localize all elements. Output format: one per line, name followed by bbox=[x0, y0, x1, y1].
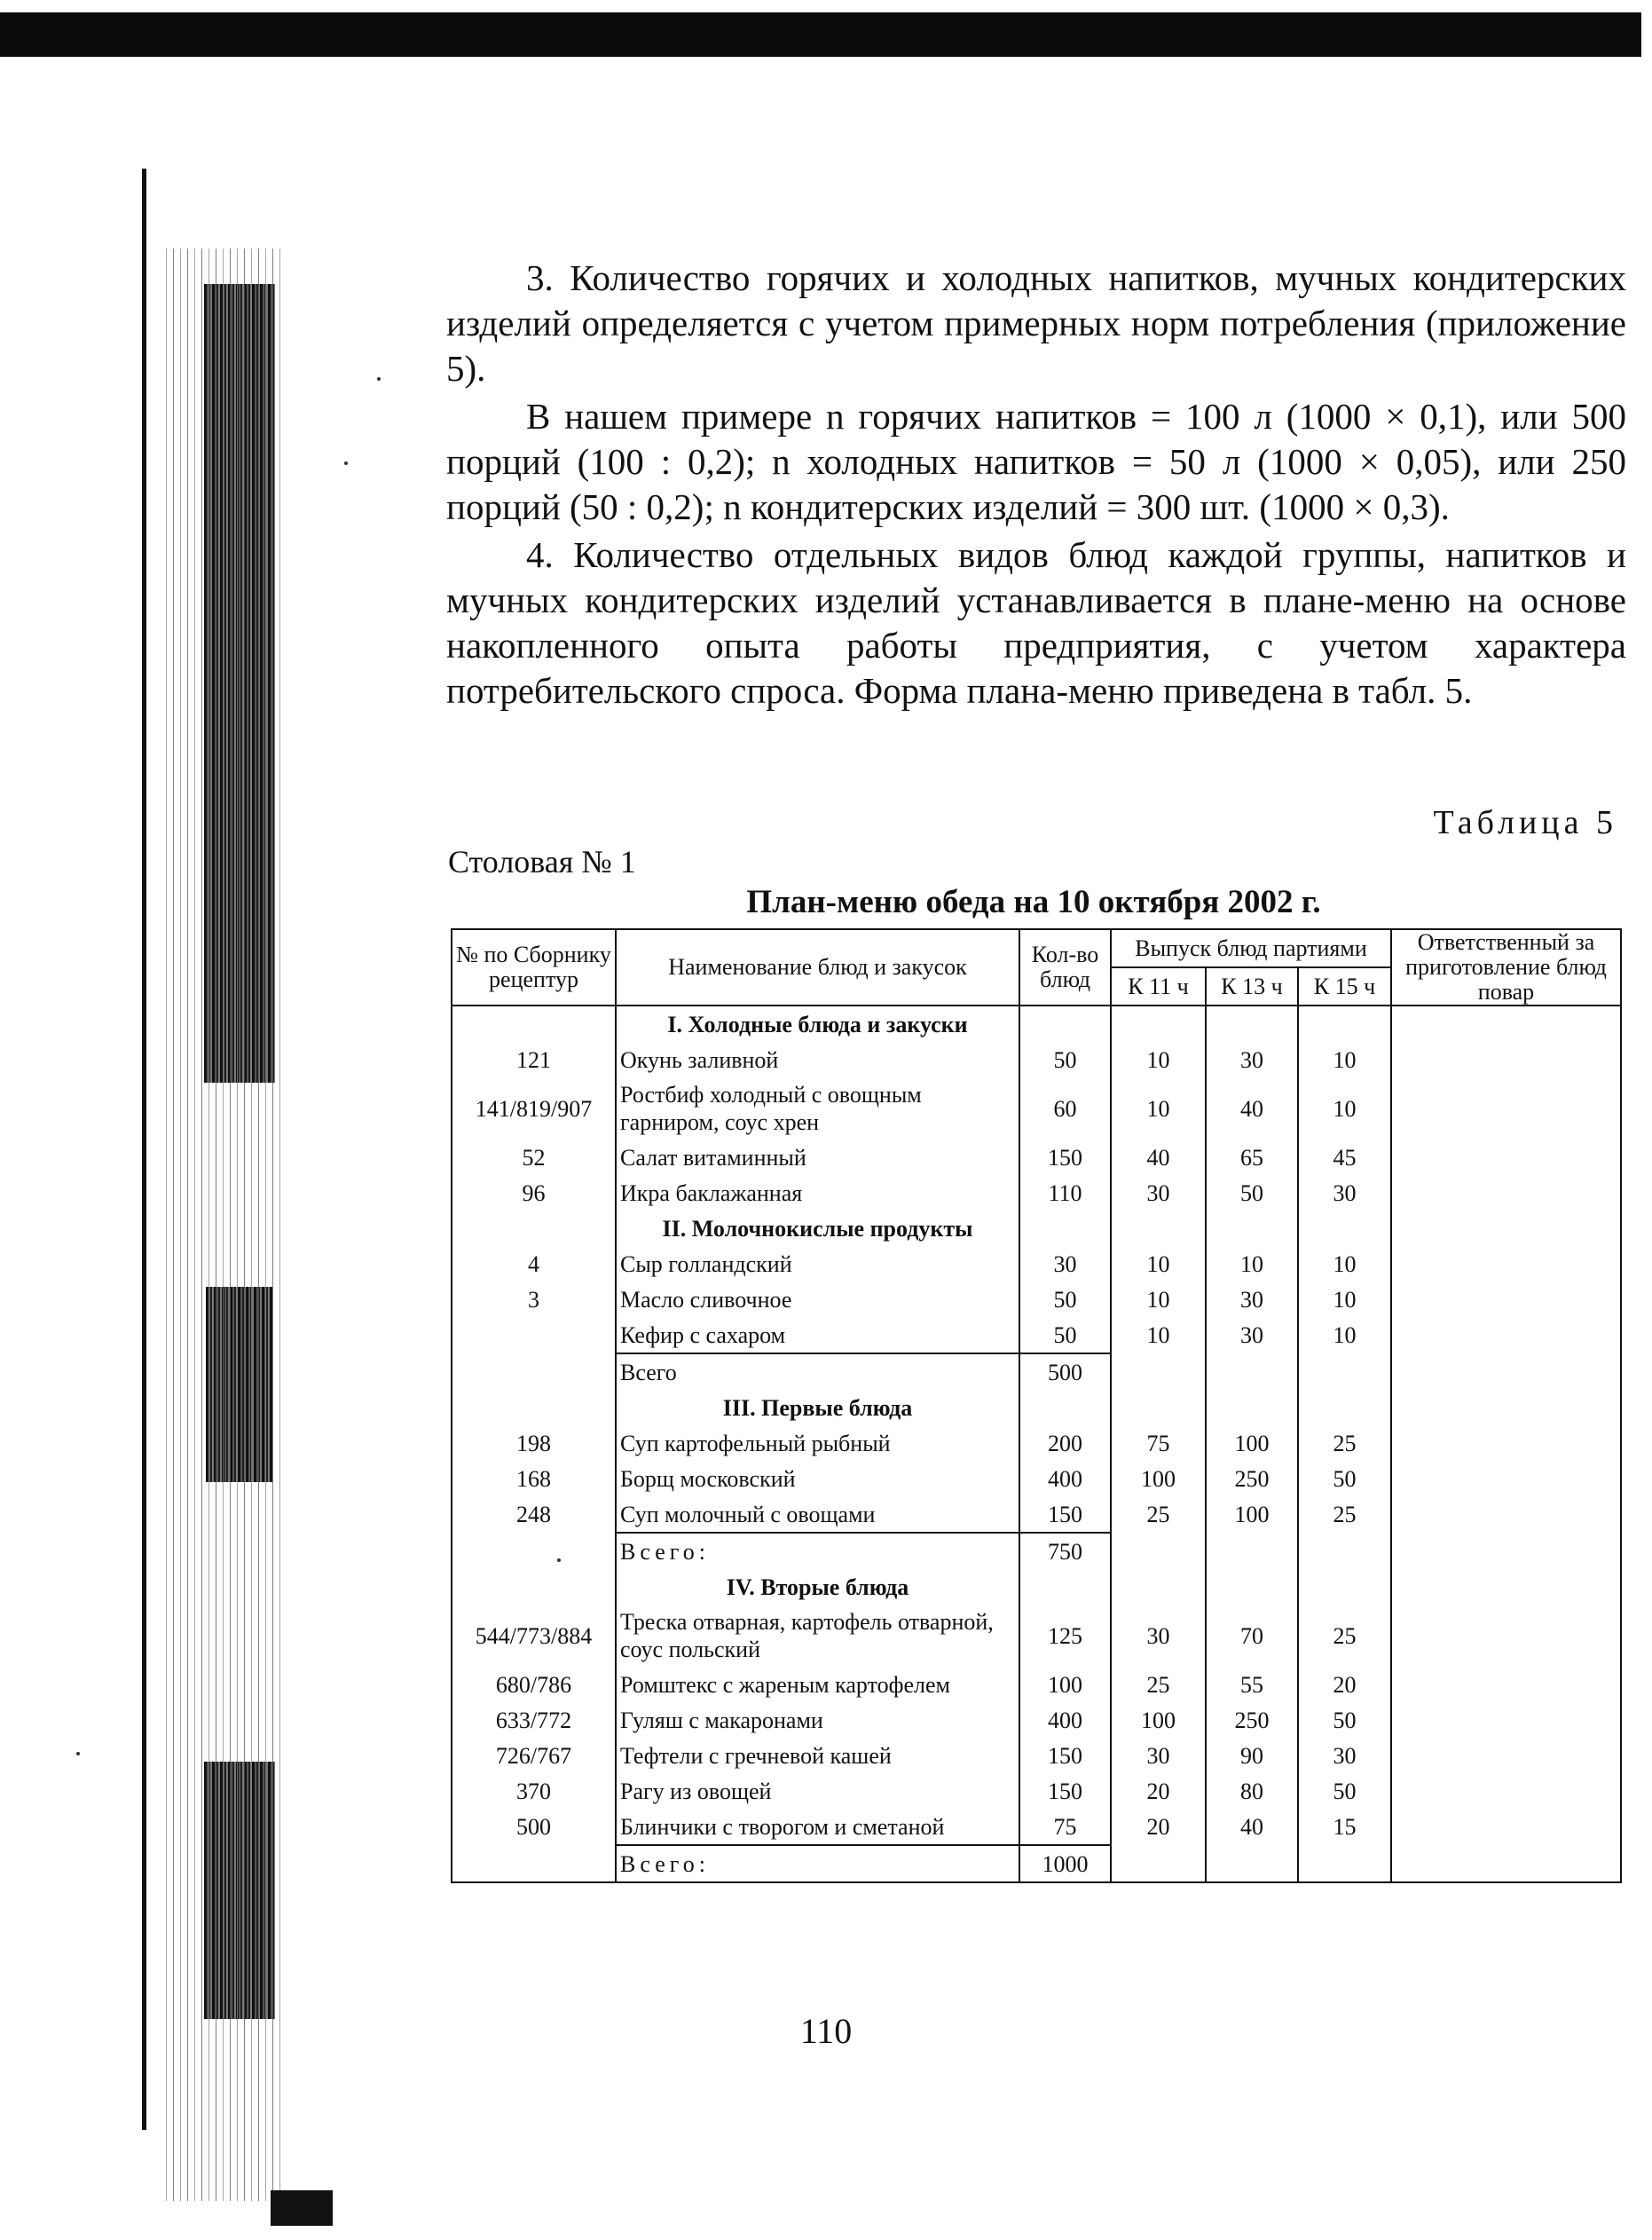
recipe-number-cell: 680/786 bbox=[452, 1667, 616, 1702]
table-row bbox=[452, 1042, 1621, 1077]
batch-k13-cell: 80 bbox=[1206, 1773, 1298, 1809]
quantity-cell: 75 bbox=[1019, 1809, 1111, 1845]
header-dish-name: Наименование блюд и закусок bbox=[616, 929, 1019, 1006]
batch-k15-cell bbox=[1298, 1006, 1391, 1042]
quantity-cell: 400 bbox=[1019, 1702, 1111, 1738]
batch-k11-cell: 75 bbox=[1111, 1425, 1206, 1461]
recipe-number-cell bbox=[452, 1533, 616, 1569]
batch-k13-cell: 70 bbox=[1206, 1605, 1298, 1667]
scan-speck bbox=[76, 1752, 80, 1755]
quantity-cell: 150 bbox=[1019, 1738, 1111, 1773]
responsible-cell bbox=[1391, 1809, 1621, 1845]
dish-name-cell: Окунь заливной bbox=[616, 1042, 1019, 1077]
paragraph: 3. Количество горячих и холодных напитков, мучных кондитерских изделий определяется с учетом примерных норм потребления (приложение 5). bbox=[446, 257, 1626, 389]
header-k15: К 15 ч bbox=[1298, 967, 1391, 1006]
table-number: Таблица 5 bbox=[1433, 804, 1617, 841]
responsible-cell bbox=[1391, 1077, 1621, 1140]
quantity-cell bbox=[1019, 1390, 1111, 1425]
batch-k11-cell bbox=[1111, 1353, 1206, 1390]
section-row bbox=[452, 1006, 1621, 1042]
batch-k11-cell: 20 bbox=[1111, 1809, 1206, 1845]
dish-name-cell: Гуляш с макаронами bbox=[616, 1702, 1019, 1738]
batch-k13-cell bbox=[1206, 1533, 1298, 1569]
responsible-cell bbox=[1391, 1042, 1621, 1077]
dish-name-cell: Салат витаминный bbox=[616, 1140, 1019, 1175]
dish-name-cell: Всего: bbox=[616, 1845, 1019, 1882]
batch-k15-cell: 10 bbox=[1298, 1282, 1391, 1317]
batch-k11-cell: 10 bbox=[1111, 1317, 1206, 1353]
batch-k11-cell: 10 bbox=[1111, 1282, 1206, 1317]
quantity-cell: 110 bbox=[1019, 1175, 1111, 1211]
batch-k11-cell: 10 bbox=[1111, 1042, 1206, 1077]
batch-k11-cell: 100 bbox=[1111, 1702, 1206, 1738]
menu-table bbox=[451, 928, 1622, 1883]
responsible-cell bbox=[1391, 1353, 1621, 1390]
quantity-cell: 750 bbox=[1019, 1533, 1111, 1569]
quantity-cell: 150 bbox=[1019, 1496, 1111, 1533]
recipe-number-cell: 248 bbox=[452, 1496, 616, 1533]
quantity-cell: 1000 bbox=[1019, 1845, 1111, 1882]
batch-k11-cell bbox=[1111, 1569, 1206, 1605]
batch-k15-cell: 45 bbox=[1298, 1140, 1391, 1175]
batch-k15-cell bbox=[1298, 1569, 1391, 1605]
quantity-cell: 400 bbox=[1019, 1461, 1111, 1496]
page-number: 110 bbox=[799, 2011, 853, 2051]
batch-k11-cell: 30 bbox=[1111, 1175, 1206, 1211]
scan-left-border bbox=[142, 169, 146, 2130]
responsible-cell bbox=[1391, 1667, 1621, 1702]
batch-k13-cell: 65 bbox=[1206, 1140, 1298, 1175]
quantity-cell: 200 bbox=[1019, 1425, 1111, 1461]
dish-name-cell: Сыр голландский bbox=[616, 1246, 1019, 1282]
section-row bbox=[452, 1569, 1621, 1605]
section-heading: IV. Вторые блюда bbox=[616, 1569, 1019, 1605]
quantity-cell bbox=[1019, 1211, 1111, 1246]
table-row bbox=[452, 1496, 1621, 1533]
batch-k13-cell bbox=[1206, 1845, 1298, 1882]
responsible-cell bbox=[1391, 1140, 1621, 1175]
batch-k13-cell bbox=[1206, 1390, 1298, 1425]
batch-k13-cell: 50 bbox=[1206, 1175, 1298, 1211]
table-row bbox=[452, 1317, 1621, 1353]
table-row bbox=[452, 1809, 1621, 1845]
menu-table-body bbox=[452, 1006, 1621, 1882]
paragraph: В нашем примере n горячих напитков = 100 л (1000 × 0,1), или 500 порций (100 : 0,2); n холодных напитков = 50 л (1000 × 0,05), или 250 порций (50 : 0,2); n кондитерских изделий = 300 шт. (1000 × 0,3). bbox=[446, 396, 1626, 527]
section-heading: III. Первые блюда bbox=[616, 1390, 1019, 1425]
responsible-cell bbox=[1391, 1605, 1621, 1667]
batch-k15-cell: 25 bbox=[1298, 1605, 1391, 1667]
batch-k11-cell: 20 bbox=[1111, 1773, 1206, 1809]
quantity-cell: 125 bbox=[1019, 1605, 1111, 1667]
dish-name-cell: Блинчики с творогом и сметаной bbox=[616, 1809, 1019, 1845]
responsible-cell bbox=[1391, 1533, 1621, 1569]
responsible-cell bbox=[1391, 1738, 1621, 1773]
dish-name-cell: Суп картофельный рыбный bbox=[616, 1425, 1019, 1461]
responsible-cell bbox=[1391, 1006, 1621, 1042]
recipe-number-cell: 4 bbox=[452, 1246, 616, 1282]
batch-k13-cell bbox=[1206, 1353, 1298, 1390]
table-row bbox=[452, 1175, 1621, 1211]
batch-k15-cell: 10 bbox=[1298, 1317, 1391, 1353]
body-text bbox=[446, 256, 1626, 716]
quantity-cell: 150 bbox=[1019, 1773, 1111, 1809]
menu-table-wrap bbox=[451, 928, 1622, 1883]
recipe-number-cell: 370 bbox=[452, 1773, 616, 1809]
batch-k15-cell: 20 bbox=[1298, 1667, 1391, 1702]
recipe-number-cell: 121 bbox=[452, 1042, 616, 1077]
batch-k15-cell: 30 bbox=[1298, 1738, 1391, 1773]
recipe-number-cell: 544/773/884 bbox=[452, 1605, 616, 1667]
total-row bbox=[452, 1533, 1621, 1569]
batch-k11-cell: 30 bbox=[1111, 1605, 1206, 1667]
quantity-cell: 50 bbox=[1019, 1042, 1111, 1077]
dish-name-cell: Масло сливочное bbox=[616, 1282, 1019, 1317]
responsible-cell bbox=[1391, 1211, 1621, 1246]
paragraph: 4. Количество отдельных видов блюд каждой группы, напитков и мучных кондитерских изделий устанавливается в плане-меню на основе накопленного опыта работы предприятия, с учетом характера потребительского спроса. Форма плана-меню приведена в табл. 5. bbox=[446, 534, 1626, 711]
recipe-number-cell: 52 bbox=[452, 1140, 616, 1175]
table-row bbox=[452, 1140, 1621, 1175]
table-row bbox=[452, 1282, 1621, 1317]
batch-k11-cell: 25 bbox=[1111, 1496, 1206, 1533]
table-row bbox=[452, 1246, 1621, 1282]
batch-k11-cell: 30 bbox=[1111, 1738, 1206, 1773]
scan-top-border bbox=[0, 12, 1641, 57]
header-k13: К 13 ч bbox=[1206, 967, 1298, 1006]
batch-k13-cell: 40 bbox=[1206, 1077, 1298, 1140]
batch-k11-cell bbox=[1111, 1390, 1206, 1425]
responsible-cell bbox=[1391, 1569, 1621, 1605]
recipe-number-cell bbox=[452, 1390, 616, 1425]
recipe-number-cell bbox=[452, 1006, 616, 1042]
batch-k11-cell: 40 bbox=[1111, 1140, 1206, 1175]
quantity-cell: 50 bbox=[1019, 1282, 1111, 1317]
table-row bbox=[452, 1425, 1621, 1461]
batch-k11-cell: 10 bbox=[1111, 1077, 1206, 1140]
table-title: План-меню обеда на 10 октября 2002 г. bbox=[746, 884, 1321, 920]
table-row bbox=[452, 1605, 1621, 1667]
batch-k11-cell bbox=[1111, 1533, 1206, 1569]
responsible-cell bbox=[1391, 1702, 1621, 1738]
header-responsible-cook: Ответственный за приготовление блюд повар bbox=[1391, 929, 1621, 1006]
responsible-cell bbox=[1391, 1496, 1621, 1533]
recipe-number-cell: 500 bbox=[452, 1809, 616, 1845]
recipe-number-cell bbox=[452, 1845, 616, 1882]
header-quantity: Кол-во блюд bbox=[1019, 929, 1111, 1006]
table-row bbox=[452, 1738, 1621, 1773]
responsible-cell bbox=[1391, 1425, 1621, 1461]
batch-k13-cell: 100 bbox=[1206, 1496, 1298, 1533]
batch-k13-cell: 40 bbox=[1206, 1809, 1298, 1845]
recipe-number-cell bbox=[452, 1211, 616, 1246]
batch-k15-cell: 25 bbox=[1298, 1496, 1391, 1533]
batch-k15-cell bbox=[1298, 1353, 1391, 1390]
responsible-cell bbox=[1391, 1773, 1621, 1809]
batch-k13-cell: 55 bbox=[1206, 1667, 1298, 1702]
batch-k11-cell bbox=[1111, 1211, 1206, 1246]
batch-k13-cell: 90 bbox=[1206, 1738, 1298, 1773]
total-row bbox=[452, 1845, 1621, 1882]
batch-k13-cell: 30 bbox=[1206, 1317, 1298, 1353]
dish-name-cell: Треска отварная, картофель отварной, соус польский bbox=[616, 1605, 1019, 1667]
recipe-number-cell bbox=[452, 1569, 616, 1605]
quantity-cell: 150 bbox=[1019, 1140, 1111, 1175]
total-row bbox=[452, 1353, 1621, 1390]
recipe-number-cell: 198 bbox=[452, 1425, 616, 1461]
section-heading: II. Молочнокислые продукты bbox=[616, 1211, 1019, 1246]
responsible-cell bbox=[1391, 1461, 1621, 1496]
quantity-cell bbox=[1019, 1006, 1111, 1042]
dish-name-cell: Рагу из овощей bbox=[616, 1773, 1019, 1809]
header-k11: К 11 ч bbox=[1111, 967, 1206, 1006]
batch-k15-cell: 50 bbox=[1298, 1773, 1391, 1809]
scan-noise bbox=[160, 248, 284, 2201]
batch-k15-cell: 10 bbox=[1298, 1246, 1391, 1282]
recipe-number-cell: 633/772 bbox=[452, 1702, 616, 1738]
responsible-cell bbox=[1391, 1282, 1621, 1317]
scan-corner-block bbox=[271, 2190, 333, 2226]
batch-k13-cell: 10 bbox=[1206, 1246, 1298, 1282]
batch-k15-cell bbox=[1298, 1211, 1391, 1246]
header-batch-output: Выпуск блюд партиями bbox=[1111, 929, 1391, 967]
section-row bbox=[452, 1390, 1621, 1425]
responsible-cell bbox=[1391, 1390, 1621, 1425]
batch-k11-cell: 10 bbox=[1111, 1246, 1206, 1282]
dish-name-cell: Ромштекс с жареным картофелем bbox=[616, 1667, 1019, 1702]
table-row bbox=[452, 1461, 1621, 1496]
quantity-cell: 60 bbox=[1019, 1077, 1111, 1140]
recipe-number-cell bbox=[452, 1317, 616, 1353]
batch-k13-cell bbox=[1206, 1211, 1298, 1246]
quantity-cell bbox=[1019, 1569, 1111, 1605]
batch-k15-cell: 15 bbox=[1298, 1809, 1391, 1845]
batch-k13-cell: 250 bbox=[1206, 1461, 1298, 1496]
dish-name-cell: Всего: bbox=[616, 1533, 1019, 1569]
section-heading: I. Холодные блюда и закуски bbox=[616, 1006, 1019, 1042]
batch-k11-cell bbox=[1111, 1845, 1206, 1882]
dish-name-cell: Икра баклажанная bbox=[616, 1175, 1019, 1211]
dish-name-cell: Суп молочный с овощами bbox=[616, 1496, 1019, 1533]
table-row bbox=[452, 1077, 1621, 1140]
batch-k11-cell bbox=[1111, 1006, 1206, 1042]
scan-speck bbox=[377, 377, 381, 381]
quantity-cell: 30 bbox=[1019, 1246, 1111, 1282]
batch-k15-cell: 30 bbox=[1298, 1175, 1391, 1211]
section-row bbox=[452, 1211, 1621, 1246]
responsible-cell bbox=[1391, 1317, 1621, 1353]
quantity-cell: 50 bbox=[1019, 1317, 1111, 1353]
batch-k13-cell bbox=[1206, 1569, 1298, 1605]
dish-name-cell: Всего bbox=[616, 1353, 1019, 1390]
scan-speck bbox=[344, 461, 348, 465]
recipe-number-cell: 96 bbox=[452, 1175, 616, 1211]
dish-name-cell: Ростбиф холодный с овощным гарниром, соус хрен bbox=[616, 1077, 1019, 1140]
responsible-cell bbox=[1391, 1246, 1621, 1282]
recipe-number-cell: 726/767 bbox=[452, 1738, 616, 1773]
batch-k15-cell bbox=[1298, 1845, 1391, 1882]
batch-k15-cell: 50 bbox=[1298, 1702, 1391, 1738]
table-row bbox=[452, 1702, 1621, 1738]
recipe-number-cell: 141/819/907 bbox=[452, 1077, 616, 1140]
recipe-number-cell bbox=[452, 1353, 616, 1390]
batch-k13-cell: 250 bbox=[1206, 1702, 1298, 1738]
dish-name-cell: Кефир с сахаром bbox=[616, 1317, 1019, 1353]
header-recipe-number: № по Сборнику рецептур bbox=[452, 929, 616, 1006]
table-row bbox=[452, 1773, 1621, 1809]
batch-k13-cell: 30 bbox=[1206, 1282, 1298, 1317]
batch-k15-cell bbox=[1298, 1533, 1391, 1569]
quantity-cell: 100 bbox=[1019, 1667, 1111, 1702]
batch-k13-cell: 100 bbox=[1206, 1425, 1298, 1461]
responsible-cell bbox=[1391, 1175, 1621, 1211]
batch-k15-cell: 10 bbox=[1298, 1077, 1391, 1140]
batch-k13-cell: 30 bbox=[1206, 1042, 1298, 1077]
batch-k11-cell: 100 bbox=[1111, 1461, 1206, 1496]
batch-k15-cell bbox=[1298, 1390, 1391, 1425]
dish-name-cell: Тефтели с гречневой кашей bbox=[616, 1738, 1019, 1773]
canteen-label: Столовая № 1 bbox=[448, 844, 636, 879]
quantity-cell: 500 bbox=[1019, 1353, 1111, 1390]
dish-name-cell: Борщ московский bbox=[616, 1461, 1019, 1496]
recipe-number-cell: 3 bbox=[452, 1282, 616, 1317]
batch-k11-cell: 25 bbox=[1111, 1667, 1206, 1702]
batch-k13-cell bbox=[1206, 1006, 1298, 1042]
recipe-number-cell: 168 bbox=[452, 1461, 616, 1496]
responsible-cell bbox=[1391, 1845, 1621, 1882]
table-row bbox=[452, 1667, 1621, 1702]
batch-k15-cell: 10 bbox=[1298, 1042, 1391, 1077]
batch-k15-cell: 50 bbox=[1298, 1461, 1391, 1496]
batch-k15-cell: 25 bbox=[1298, 1425, 1391, 1461]
